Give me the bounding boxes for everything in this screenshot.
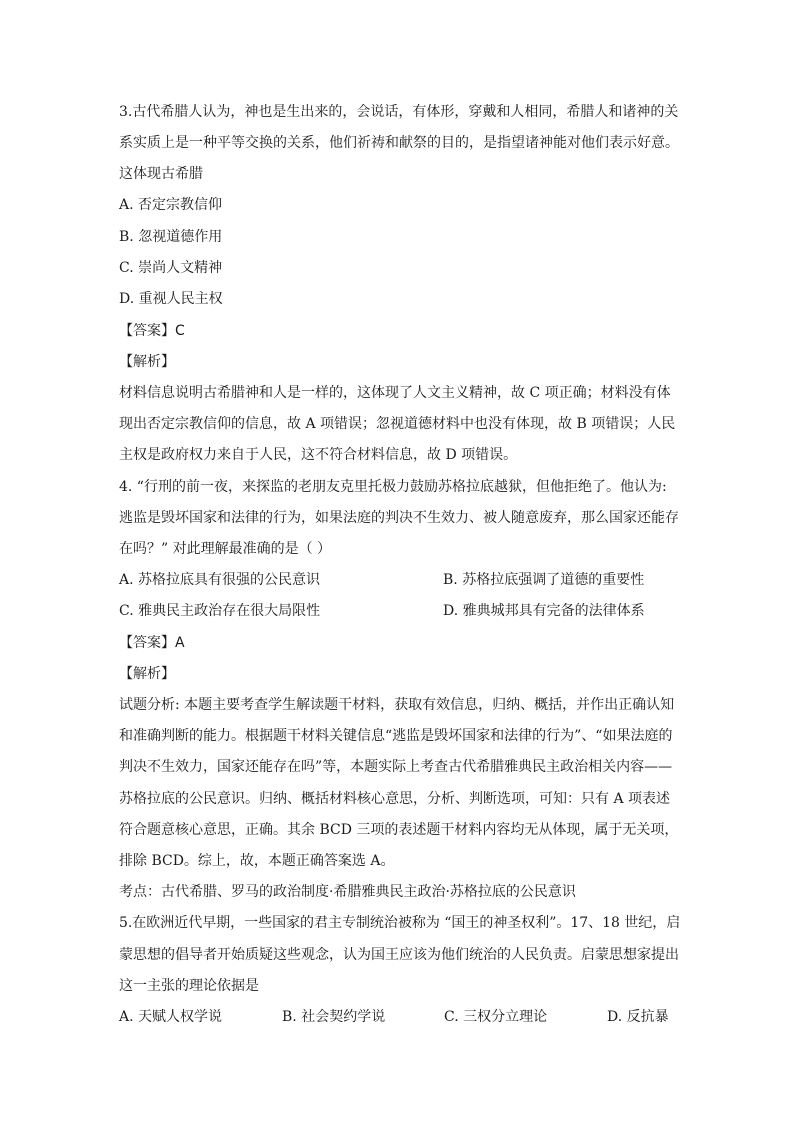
q3-analysis-line-2: 现出否定宗教信仰的信息，故 A 项错误；忽视道德材料中也没有体现，故 B 项错误；人民: [119, 416, 676, 432]
q4-analysis-line-5: 符合题意核心意思，正确。其余 BCD 三项的表述题干材料内容均无从体现，属于无关项，: [119, 822, 679, 838]
q4-analysis-label: 【解析】: [119, 666, 175, 682]
q4-option-c: C. 雅典民主政治存在很大局限性: [119, 603, 321, 619]
q4-analysis-line-2: 和准确判断的能力。根据题干材料关键信息“逃监是毁坏国家和法律的行为”、“如果法庭的: [119, 728, 673, 744]
q4-option-d: D. 雅典城邦具有完备的法律体系: [443, 603, 645, 619]
q4-stem-line-3: 在吗？” 对此理解最准确的是（ ）: [119, 541, 332, 557]
q5-option-b: B. 社会契约学说: [282, 1009, 386, 1025]
q4-option-a: A. 苏格拉底具有很强的公民意识: [119, 572, 321, 588]
q3-analysis-label: 【解析】: [119, 354, 175, 370]
q3-option-a: A. 否定宗教信仰: [119, 197, 223, 213]
q4-analysis-line-4: 苏格拉底的公民意识。归纳、概括材料核心意思，分析、判断选项，可知：只有 A 项表述: [119, 791, 671, 807]
q4-stem-line-2: 逃监是毁坏国家和法律的行为，如果法庭的判决不生效力、被人随意废弃，那么国家还能存: [119, 510, 679, 526]
q5-stem-line-3: 这一主张的理论依据是: [119, 978, 259, 994]
q5-option-d: D. 反抗暴: [607, 1009, 669, 1025]
q5-option-c: C. 三权分立理论: [444, 1009, 548, 1025]
q3-answer: 【答案】C: [119, 323, 185, 339]
q5-stem-line-1: 5.在欧洲近代早期，一些国家的君主专制统治被称为 “国王的神圣权利”。17、18 世纪，启: [119, 915, 681, 931]
q3-option-c: C. 崇尚人文精神: [119, 260, 223, 276]
q3-analysis-line-1: 材料信息说明古希腊神和人是一样的，这体现了人文主义精神，故 C 项正确；材料没有体: [119, 385, 671, 401]
q4-analysis-line-1: 试题分析: 本题主要考查学生解读题干材料，获取有效信息，归纳、概括，并作出正确认知: [119, 697, 675, 713]
q5-stem-line-2: 蒙思想的倡导者开始质疑这些观念，认为国王应该为他们统治的人民负责。启蒙思想家提出: [119, 947, 679, 963]
q4-stem-line-1: 4. “行刑的前一夜，来探监的老朋友克里托极力鼓励苏格拉底越狱，但他拒绝了。他认为:: [119, 479, 667, 495]
q4-analysis-line-3: 判决不生效力，国家还能存在吗”等，本题实际上考查古代希腊雅典民主政治相关内容——: [119, 759, 673, 775]
q3-stem-line-1: 3.古代希腊人认为，神也是生出来的，会说话，有体形，穿戴和人相同，希腊人和诸神的关: [119, 104, 679, 120]
q5-option-a: A. 天赋人权学说: [119, 1009, 223, 1025]
q3-stem-line-2: 系实质上是一种平等交换的关系，他们祈祷和献祭的目的，是指望诸神能对他们表示好意。: [119, 135, 679, 151]
q3-option-b: B. 忽视道德作用: [119, 229, 223, 245]
q3-analysis-line-3: 主权是政府权力来自于人民，这不符合材料信息，故 D 项错误。: [119, 447, 518, 463]
q4-analysis-line-6: 排除 BCD。综上，故，本题正确答案选 A。: [119, 853, 395, 869]
q4-topic: 考点：古代希腊、罗马的政治制度·希腊雅典民主政治·苏格拉底的公民意识: [119, 884, 576, 900]
q4-answer: 【答案】A: [119, 635, 185, 651]
q3-option-d: D. 重视人民主权: [119, 291, 223, 307]
q3-stem-line-3: 这体现古希腊: [119, 166, 203, 182]
q4-option-b: B. 苏格拉底强调了道德的重要性: [443, 572, 645, 588]
